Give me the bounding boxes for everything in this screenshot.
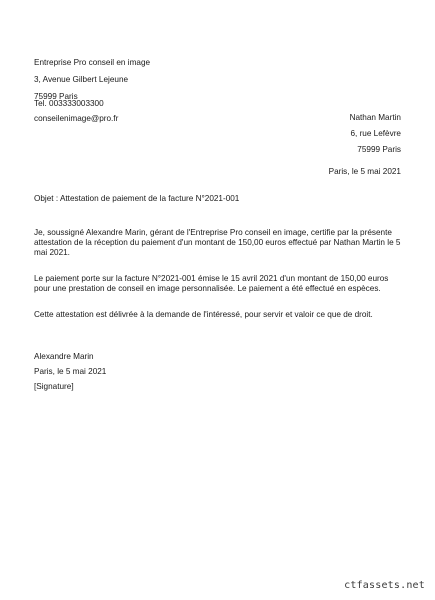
sender-company: Entreprise Pro conseil en image [34,58,151,67]
recipient-city: 75999 Paris [357,145,401,154]
letter-date: Paris, le 5 mai 2021 [328,167,401,176]
sender-city: 75999 Paris [34,92,78,101]
body-paragraph-2: Le paiement porte sur la facture N°2021-001 émise le 15 avril 2021 d'un montant de 150,00 euros pour une prestation de conseil en image personnalisée. Le paiement a été effectué en espèces. [34,274,389,293]
recipient-street: 6, rue Lefèvre [350,129,401,138]
recipient-name: Nathan Martin [349,113,401,122]
sender-email: conseilenimage@pro.fr [34,114,119,123]
signature-name: Alexandre Marin [34,352,94,361]
sender-street: 3, Avenue Gilbert Lejeune [34,75,129,84]
letter-subject: Objet : Attestation de paiement de la facture N°2021-001 [34,194,240,203]
signature-placeholder: [Signature] [34,382,74,391]
sender-phone: Tel. 003333003300 [34,99,104,108]
signature-place-date: Paris, le 5 mai 2021 [34,367,107,376]
body-paragraph-1: Je, soussigné Alexandre Marin, gérant de l'Entreprise Pro conseil en image, certifie par la présente attestation de la réception du paiement d'un montant de 150,00 euros effectué par Nathan Martin le 5 mai 2021. [34,228,401,257]
source-watermark: ctfassets.net [344,580,425,591]
body-paragraph-3: Cette attestation est délivrée à la demande de l'intéressé, pour servir et valoir ce que de droit. [34,310,373,319]
